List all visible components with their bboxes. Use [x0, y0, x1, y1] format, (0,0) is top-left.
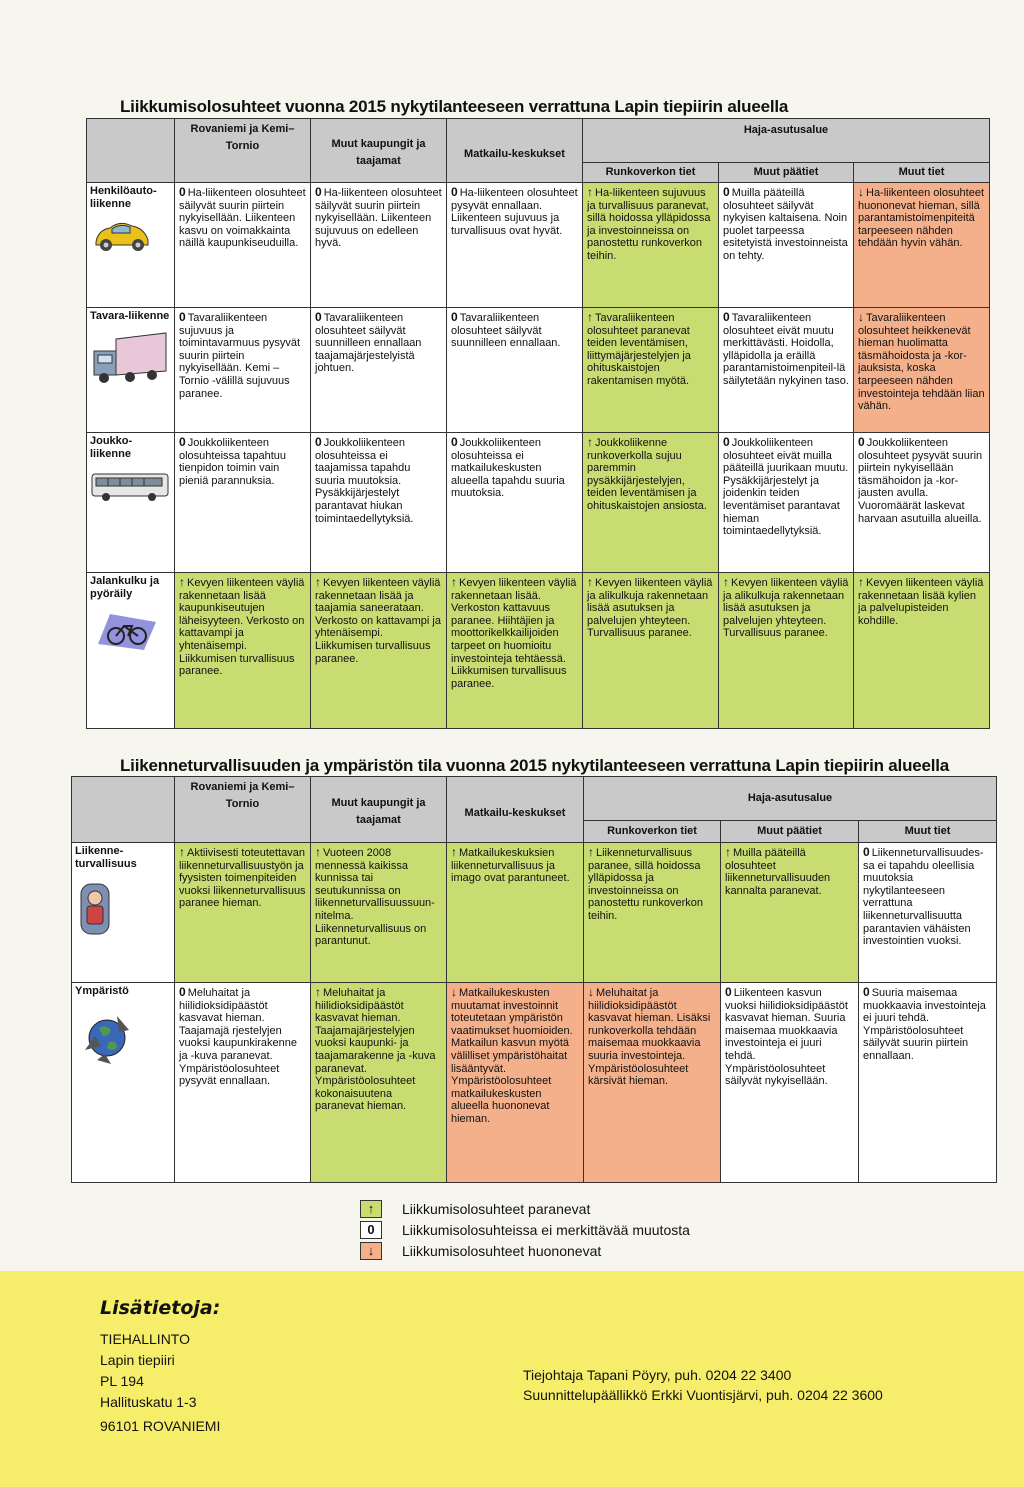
- cell-text: Kevyen liikenteen väyliä ja alikulkuja rakennetaan lisää asutuksen ja palvelujen yhteyteen. Turvallisuus paranee.: [723, 577, 849, 640]
- cell-muut-paatiet: [719, 183, 854, 308]
- no-change-symbol: 0: [451, 435, 458, 449]
- no-change-symbol: 0: [723, 435, 730, 449]
- cell-text: Meluhaitat ja hiilidioksidipäästöt kasvavat hieman. Lisäksi runkoverkolla tehdään maisemaa muokkaavia suuria investointeja. Ympäristöolosuhteet kärsivät hieman.: [588, 987, 711, 1088]
- cell-muut-tiet: [859, 843, 997, 983]
- no-change-symbol: 0: [858, 435, 865, 449]
- cell-text: Ha-liikenteen olosuhteet huononevat hieman, sillä parantamistoimenpiteitä tarpeeseen nähden tehdään hyvin vähän.: [858, 187, 985, 250]
- cell-runko: [583, 183, 719, 308]
- arrow-up-icon: ↑: [588, 845, 594, 859]
- row-label: Tavara-liikenne: [90, 310, 170, 322]
- cell-text: Tavaraliikenteen olosuhteet säilyvät suunnilleen ennallaan taajamajärjestelyistä johtuen.: [315, 312, 422, 375]
- arrow-up-icon: ↑: [723, 575, 729, 589]
- cell-muut-kaupungit: [311, 308, 447, 433]
- no-change-symbol: 0: [451, 185, 458, 199]
- table1-title: Liikkumisolosuhteet vuonna 2015 nykytilanteeseen verrattuna Lapin tiepiirin alueella: [120, 97, 789, 116]
- cell-muut-paatiet: [719, 308, 854, 433]
- contact-line: Suunnittelupäällikkö Erkki Vuontisjärvi, puh. 0204 22 3600: [523, 1387, 883, 1403]
- address-line: Hallituskatu 1-3: [100, 1394, 197, 1410]
- legend-item: [360, 1240, 690, 1261]
- contact-line: Tiejohtaja Tapani Pöyry, puh. 0204 22 3400: [523, 1367, 792, 1383]
- legend-item: [360, 1198, 690, 1219]
- cell-muut-paatiet: [719, 433, 854, 573]
- arrow-up-icon: ↑: [587, 310, 593, 324]
- header-runko: Runkoverkon tiet: [583, 163, 719, 183]
- no-change-symbol: 0: [315, 185, 322, 199]
- cell-runko: [584, 843, 721, 983]
- cell-muut-tiet: [854, 308, 990, 433]
- cell-text: Vuoteen 2008 mennessä kaikissa kunnissa tai seutukunnissa on liikenneturvallisuussuun-nitelma. Liikenneturvallisuus on parantunut.: [315, 847, 435, 948]
- arrow-up-icon: ↑: [587, 435, 593, 449]
- no-change-symbol: 0: [723, 185, 730, 199]
- cell-rovaniemi: [175, 433, 311, 573]
- arrow-down-icon: ↓: [858, 185, 864, 199]
- cell-text: Ha-liikenteen olosuhteet säilyvät suurin piirtein nykyisellään. Liikenteen sujuvuus on edelleen hyvä.: [315, 187, 442, 250]
- cell-text: Matkailukeskusten muutamat investoinnit toteutetaan ympäristön vaatimukset huomioiden. Matkailun kasvun myötä välilliset ympäristöhaitat lisääntyvät. Ympäristöolosuhteet matkailukeskusten alueella huononevat hieman.: [451, 987, 573, 1125]
- cell-muut-kaupungit: [311, 433, 447, 573]
- cell-muut-paatiet: [721, 843, 859, 983]
- cell-text: Tavaraliikenteen sujuvuus ja toimintavarmuus pysyvät suurin piirtein nykyisellään. Kemi – Tornio -välillä sujuvuus paranee.: [179, 312, 301, 400]
- no-change-symbol: 0: [723, 310, 730, 324]
- cell-muut-paatiet: [719, 573, 854, 729]
- cell-muut-kaupungit: [311, 183, 447, 308]
- cell-matkailu: [447, 308, 583, 433]
- row-header: [72, 983, 175, 1183]
- arrow-up-icon: ↑: [587, 185, 593, 199]
- table-row: [87, 433, 990, 573]
- arrow-down-icon: ↓: [588, 985, 594, 999]
- cell-text: Muilla pääteillä olosuhteet säilyvät nykyisen kaltaisena. Noin puolet tarpeessa esitetyistä investoinneista on tehty.: [723, 187, 848, 262]
- cell-text: Joukkoliikenne runkoverkolla sujuu paremmin pysäkkijärjestelyjen, teiden leventämisen ja ohituskaistojen ansiosta.: [587, 437, 707, 512]
- cell-runko: [583, 308, 719, 433]
- cell-runko: [584, 983, 721, 1183]
- cell-rovaniemi: [175, 183, 311, 308]
- cell-text: Liikenteen kasvun vuoksi hiilidioksidipäästöt kasvavat hieman. Suuria maisemaa muokkaavia investointeja ei juuri tehdä. Ympäristöolosuhteet säilyvät nykyisellään.: [725, 987, 848, 1088]
- header2-haja: Haja-asutusalue: [584, 777, 997, 821]
- cell-text: Tavaraliikenteen olosuhteet heikkenevät hieman huolimatta täsmähoidosta ja -kor-jauksista, koska tarpeeseen nähden investointeja tehdään liian vähän.: [858, 312, 985, 413]
- table-row: [72, 843, 997, 983]
- arrow-up-icon: ↑: [179, 575, 185, 589]
- header2-muut-paatiet: Muut päätiet: [721, 821, 859, 843]
- cell-muut-kaupungit: [311, 573, 447, 729]
- arrow-down-icon: ↓: [858, 310, 864, 324]
- cell-text: Kevyen liikenteen väyliä rakennetaan lisää kylien ja palvelupisteiden kohdille.: [858, 577, 984, 627]
- no-change-symbol: 0: [451, 310, 458, 324]
- header2-runko: Runkoverkon tiet: [584, 821, 721, 843]
- bicycle-icon: [90, 608, 171, 656]
- cell-text: Joukkoliikenteen olosuhteissa tapahtuu tienpidon toimin vain pieniä parannuksia.: [179, 437, 287, 487]
- table-row: [72, 983, 997, 1183]
- row-header: [87, 433, 175, 573]
- no-change-symbol: 0: [179, 985, 186, 999]
- legend-text: Liikkumisolosuhteet huononevat: [402, 1242, 602, 1259]
- mobility-table: [86, 118, 990, 729]
- table1-corner: [87, 119, 175, 183]
- no-change-symbol: 0: [179, 435, 186, 449]
- header2-matkailu: Matkailu-keskukset: [447, 777, 584, 843]
- footer-contacts: [523, 1365, 883, 1405]
- footer-address: [100, 1329, 220, 1437]
- address-line: PL 194: [100, 1373, 144, 1389]
- table-row: [87, 183, 990, 308]
- cell-rovaniemi: [175, 308, 311, 433]
- cell-text: Kevyen liikenteen väyliä ja alikulkuja rakennetaan lisää asutuksen ja palvelujen yhteyteen. Turvallisuus paranee.: [587, 577, 713, 640]
- cell-text: Tavaraliikenteen olosuhteet säilyvät suunnilleen ennallaan.: [451, 312, 561, 350]
- row-label: Jalankulku ja pyöräily: [90, 575, 160, 600]
- cell-text: Tavaraliikenteen olosuhteet paranevat teiden leventämisen, liittymäjärjestelyjen ja ohituskaistojen rakentamisen myötä.: [587, 312, 691, 387]
- legend: [360, 1198, 690, 1261]
- no-change-symbol: 0: [315, 310, 322, 324]
- cell-text: Suuria maisemaa muokkaavia investointeja ei juuri tehdä. Ympäristöolosuhteet säilyvät suurin piirtein ennallaan.: [863, 987, 986, 1062]
- cell-muut-kaupungit: [311, 983, 447, 1183]
- arrow-down-icon: ↓: [451, 985, 457, 999]
- legend-text: Liikkumisolosuhteissa ei merkittävää muutosta: [402, 1221, 690, 1238]
- cell-text: Kevyen liikenteen väyliä rakennetaan lisää kaupunkiseutujen läheisyyteen. Verkosto on kattavampi ja yhtenäisempi. Liikkumisen turvallisuus paranee.: [179, 577, 305, 678]
- row-header: [87, 308, 175, 433]
- cell-runko: [583, 433, 719, 573]
- no-change-symbol: 0: [360, 1221, 382, 1239]
- no-change-symbol: 0: [315, 435, 322, 449]
- cell-text: Joukkoliikenteen olosuhteet pysyvät suurin piirtein nykyisellään täsmähoidon ja -kor-jausten avulla. Vuoromäärät laskevat harvaan asutuilla alueilla.: [858, 437, 983, 525]
- header-matkailu: Matkailu-keskukset: [447, 119, 583, 183]
- recycle-globe-icon: [75, 1006, 171, 1074]
- safety-environment-table: [71, 776, 997, 1183]
- cell-muut-tiet: [854, 573, 990, 729]
- no-change-symbol: 0: [863, 845, 870, 859]
- no-change-symbol: 0: [863, 985, 870, 999]
- cell-text: Tavaraliikenteen olosuhteet eivät muutu merkittävästi. Hoidolla, ylläpidolla ja eräillä parantamistoimenpiteil-lä säilytetään nykyinen taso.: [723, 312, 849, 387]
- cell-text: Joukkoliikenteen olosuhteet eivät muilla pääteillä juurikaan muutu. Pysäkkijärjestelyt ja joidenkin teiden leventämiset parantavat hieman toimintaedellytyksiä.: [723, 437, 849, 538]
- arrow-up-icon: ↑: [360, 1200, 382, 1218]
- row-label: Joukko-liikenne: [90, 435, 133, 460]
- header2-muut-kaupungit: Muut kaupungit ja taajamat: [311, 777, 447, 843]
- cell-text: Aktiivisesti toteutettavan liikenneturvallisuustyön ja fyysisten toimenpiteiden vuoksi liikenneturvallisuus paranee hieman.: [179, 847, 306, 910]
- header2-muut-tiet: Muut tiet: [859, 821, 997, 843]
- cell-rovaniemi: [175, 983, 311, 1183]
- row-label: Henkilöauto-liikenne: [90, 185, 157, 210]
- cell-text: Kevyen liikenteen väyliä rakennetaan lisää ja taajamia saneerataan. Verkosto on kattavampi ja yhtenäisempi. Liikkumisen turvallisuus paranee.: [315, 577, 441, 665]
- row-header: [87, 573, 175, 729]
- legend-text: Liikkumisolosuhteet paranevat: [402, 1200, 591, 1217]
- header-muut-kaupungit: Muut kaupungit ja taajamat: [311, 119, 447, 183]
- row-label: Ympäristö: [75, 985, 129, 997]
- arrow-up-icon: ↑: [587, 575, 593, 589]
- address-line: 96101 ROVANIEMI: [100, 1418, 221, 1434]
- cell-text: Muilla pääteillä olosuhteet liikenneturvallisuuden kannalta paranevat.: [725, 847, 831, 897]
- cell-runko: [583, 573, 719, 729]
- no-change-symbol: 0: [179, 185, 186, 199]
- arrow-up-icon: ↑: [725, 845, 731, 859]
- footer-heading: Lisätietoja:: [100, 1297, 221, 1319]
- header-muut-paatiet: Muut päätiet: [719, 163, 854, 183]
- cell-muut-tiet: [859, 983, 997, 1183]
- cell-text: Meluhaitat ja hiilidioksidipäästöt kasvavat hieman. Taajamajä rjestelyjen vuoksi kaupunkirakenne ja -kuva paranevat. Ympäristöolosuhteet pysyvät ennallaan.: [179, 987, 298, 1088]
- arrow-up-icon: ↑: [179, 845, 185, 859]
- cell-text: Meluhaitat ja hiilidioksidipäästöt kasvavat hieman. Taajamajärjestelyjen vuoksi kaupunki- ja taajamarakenne ja -kuva paranevat. Ympäristöolosuhteet kokonaisuutena paranevat hieman.: [315, 987, 436, 1113]
- cell-text: Joukkoliikenteen olosuhteissa ei taajamissa tapahdu suuria muutoksia. Pysäkkijärjestelyt parantavat hiukan toimintaedellytyksiä.: [315, 437, 414, 525]
- legend-item: [360, 1219, 690, 1240]
- no-change-symbol: 0: [725, 985, 732, 999]
- cell-text: Ha-liikenteen olosuhteet säilyvät suurin piirtein nykyisellään. Liikenteen kasvu on voimakkainta näillä kaupunkiseuduilla.: [179, 187, 306, 250]
- cell-text: Ha-liikenteen sujuvuus ja turvallisuus paranevat, sillä hoidossa ylläpidossa ja investoinneissa on panostettu runkoverkon teihin.: [587, 187, 711, 262]
- table2-title: Liikenneturvallisuuden ja ympäristön tila vuonna 2015 nykytilanteeseen verrattuna Lapin tiepiirin alueella: [120, 756, 950, 775]
- cell-muut-kaupungit: [311, 843, 447, 983]
- table-row: [87, 308, 990, 433]
- arrow-up-icon: ↑: [315, 575, 321, 589]
- cell-matkailu: [447, 183, 583, 308]
- row-header: [87, 183, 175, 308]
- header-haja: Haja-asutusalue: [583, 119, 990, 163]
- arrow-up-icon: ↑: [451, 575, 457, 589]
- header2-rovaniemi: Rovaniemi ja Kemi–Tornio: [175, 777, 311, 843]
- cell-muut-tiet: [854, 183, 990, 308]
- arrow-up-icon: ↑: [451, 845, 457, 859]
- address-line: Lapin tiepiiri: [100, 1352, 175, 1368]
- cell-text: Ha-liikenteen olosuhteet pysyvät ennallaan. Liikenteen sujuvuus ja turvallisuus ovat hyvät.: [451, 187, 578, 237]
- cell-muut-paatiet: [721, 983, 859, 1183]
- cell-rovaniemi: [175, 843, 311, 983]
- table2-corner: [72, 777, 175, 843]
- child-seat-icon: [75, 878, 171, 942]
- arrow-up-icon: ↑: [858, 575, 864, 589]
- no-change-symbol: 0: [179, 310, 186, 324]
- bus-icon: [90, 468, 171, 508]
- header-rovaniemi: Rovaniemi ja Kemi–Tornio: [175, 119, 311, 183]
- arrow-up-icon: ↑: [315, 845, 321, 859]
- cell-muut-tiet: [854, 433, 990, 573]
- cell-matkailu: [447, 983, 584, 1183]
- address-line: TIEHALLINTO: [100, 1331, 190, 1347]
- table-row: [87, 573, 990, 729]
- cell-text: Liikenneturvallisuudes-sa ei tapahdu oleellisia muutoksia nykytilanteeseen verrattuna liikenneturvallisuutta parantavien vähäisten investointien vuoksi.: [863, 847, 984, 948]
- truck-icon: [90, 331, 171, 391]
- row-label: Liikenne-turvallisuus: [75, 845, 137, 870]
- cell-text: Kevyen liikenteen väyliä rakennetaan lisää. Verkoston kattavuus paranee. Hiihtäjien ja moottorikelkkailijoiden tarpeet on huomioitu investointeja tehtäessä. Liikkumisen turvallisuus paranee.: [451, 577, 577, 690]
- row-header: [72, 843, 175, 983]
- cell-matkailu: [447, 573, 583, 729]
- footer: [0, 1271, 1024, 1487]
- cell-text: Liikenneturvallisuus paranee, sillä hoidossa ylläpidossa ja investoinneissa on panostettu runkoverkon teihin.: [588, 847, 703, 922]
- cell-text: Joukkoliikenteen olosuhteissa ei matkailukeskusten alueella tapahdu suuria muutoksia.: [451, 437, 565, 500]
- arrow-up-icon: ↑: [315, 985, 321, 999]
- cell-rovaniemi: [175, 573, 311, 729]
- header-muut-tiet: Muut tiet: [854, 163, 990, 183]
- cell-text: Matkailukeskuksien liikenneturvallisuus ja imago ovat parantuneet.: [451, 847, 570, 885]
- car-icon: [90, 218, 171, 256]
- cell-matkailu: [447, 843, 584, 983]
- cell-matkailu: [447, 433, 583, 573]
- arrow-down-icon: ↓: [360, 1242, 382, 1260]
